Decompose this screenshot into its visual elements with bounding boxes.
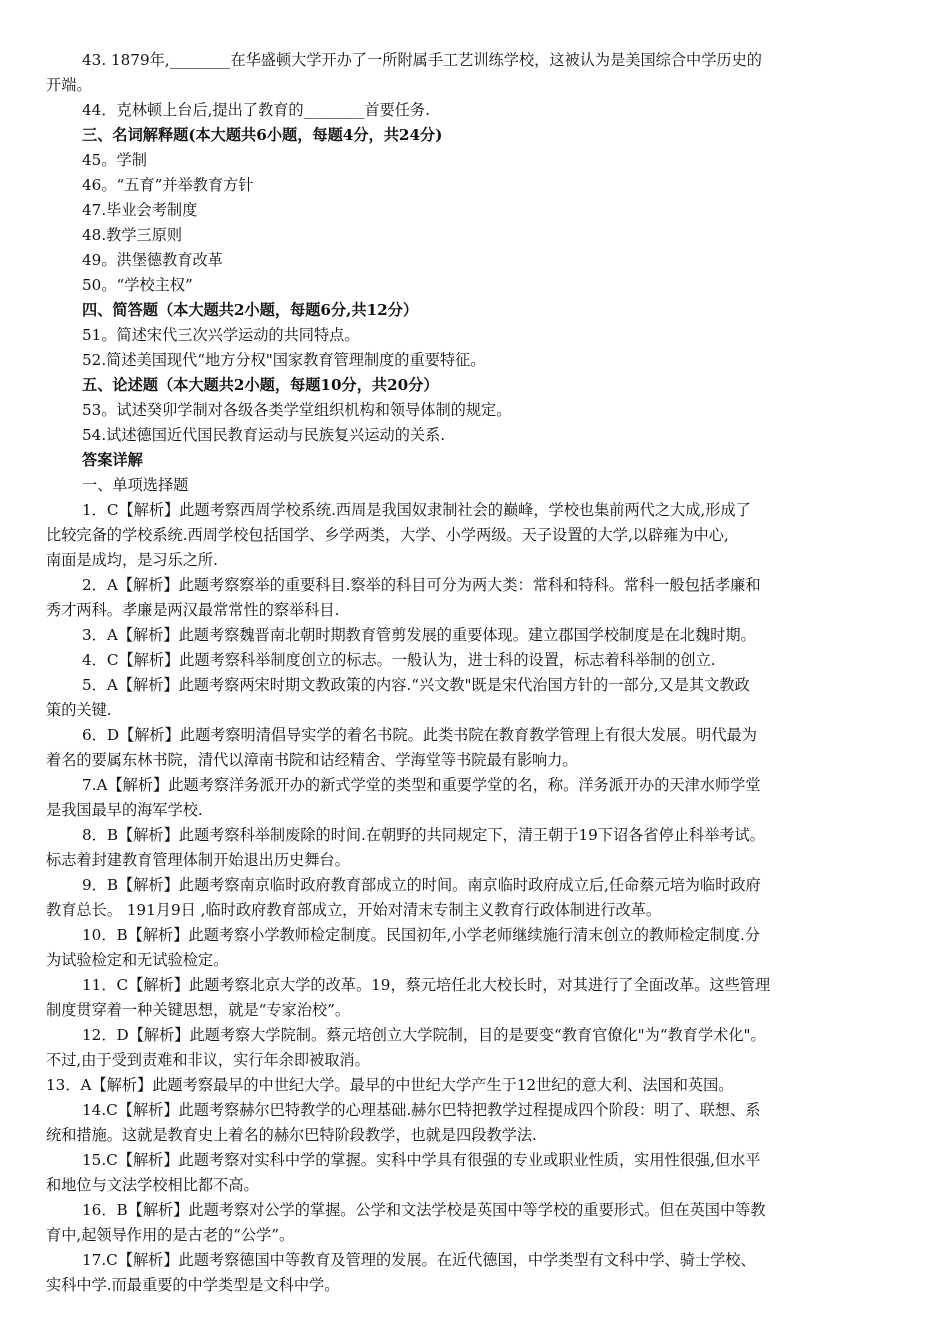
answer-1-line-3: 南面是成均，是习乐之所. — [46, 551, 218, 569]
answer-6-line-1: 6．D【解析】此题考察明清倡导实学的着名书院。此类书院在教育教学管理上有很大发展。明代最为 — [82, 726, 757, 744]
question-44: 44．克林顿上台后,提出了教育的________首要任务. — [82, 101, 430, 119]
answer-8-line-1: 8．B【解析】此题考察科举制废除的时间.在朝野的共同规定下，清王朝于19下诏各省停止科举考试。 — [82, 826, 765, 844]
answer-13: 13．A【解析】此题考察最早的中世纪大学。最早的中世纪大学产生于12世纪的意大利、法国和英国。 — [46, 1076, 734, 1094]
question-51: 51。简述宋代三次兴学运动的共同特点。 — [82, 326, 360, 344]
question-53: 53。试述癸卯学制对各级各类学堂组织机构和领导体制的规定。 — [82, 401, 512, 419]
question-46: 46。“五育”并举教育方针 — [82, 176, 254, 194]
answer-16-line-2: 育中,起领导作用的是古老的“公学”。 — [46, 1226, 295, 1244]
answers-heading: 答案详解 — [82, 451, 143, 469]
answer-8-line-2: 标志着封建教育管理体制开始退出历史舞台。 — [46, 851, 350, 869]
answer-5-line-1: 5．A【解析】此题考察两宋时期文教政策的内容.“兴文教"既是宋代治国方针的一部分,又是其文教政 — [82, 676, 750, 694]
question-50: 50。“学校主权” — [82, 276, 193, 294]
section-heading-short-answer: 四、简答题（本大题共2小题，每题6分,共12分） — [82, 301, 419, 319]
answer-11-line-1: 11．C【解析】此题考察北京大学的改革。19，蔡元培任北大校长时，对其进行了全面改革。这些管理 — [82, 976, 771, 994]
answer-1-line-1: 1．C【解析】此题考察西周学校系统.西周是我国奴隶制社会的巅峰，学校也集前两代之大成,形成了 — [82, 501, 751, 519]
question-43-line-2: 开端。 — [46, 76, 92, 94]
answer-15-line-1: 15.C【解析】此题考察对实科中学的掌握。实科中学具有很强的专业或职业性质，实用性很强,但水平 — [82, 1151, 761, 1169]
answer-17-line-1: 17.C【解析】此题考察德国中等教育及管理的发展。在近代德国，中学类型有文科中学、骑士学校、 — [82, 1251, 756, 1269]
section-heading-essay: 五、论述题（本大题共2小题，每题10分，共20分） — [82, 376, 439, 394]
answer-2-line-2: 秀才两科。孝廉是两汉最常常性的察举科目. — [46, 601, 340, 619]
answer-5-line-2: 策的关键. — [46, 701, 112, 719]
answer-10-line-1: 10．B【解析】此题考察小学教师检定制度。民国初年,小学老师继续施行清末创立的教师检定制度.分 — [82, 926, 761, 944]
question-52: 52.简述美国现代“地方分权"国家教育管理制度的重要特征。 — [82, 351, 486, 369]
answer-4: 4．C【解析】此题考察科举制度创立的标志。一般认为，进士科的设置，标志着科举制的创立. — [82, 651, 716, 669]
answer-17-line-2: 实科中学.而最重要的中学类型是文科中学。 — [46, 1276, 340, 1294]
question-45: 45。学制 — [82, 151, 147, 169]
answer-16-line-1: 16．B【解析】此题考察对公学的掌握。公学和文法学校是英国中等学校的重要形式。但在英国中等教 — [82, 1201, 766, 1219]
question-48: 48.教学三原则 — [82, 226, 183, 244]
answer-1-line-2: 比较完备的学校系统.西周学校包括国学、乡学两类，大学、小学两级。天子设置的大学,以辟雍为中心, — [46, 526, 729, 544]
answer-12-line-2: 不过,由于受到责难和非议，实行年余即被取消。 — [46, 1051, 370, 1069]
answer-9-line-2: 教育总长。 191月9日 ,临时政府教育部成立，开始对清末专制主义教育行政体制进行改革。 — [46, 901, 662, 919]
answer-12-line-1: 12．D【解析】此题考察大学院制。蔡元培创立大学院制，目的是要变“教育官僚化"为“教育学术化"。 — [82, 1026, 766, 1044]
answer-15-line-2: 和地位与文法学校相比都不高。 — [46, 1176, 259, 1194]
answer-11-line-2: 制度贯穿着一种关键思想，就是“专家治校”。 — [46, 1001, 351, 1019]
question-43-line-1: 43. 1879年,________在华盛顿大学开办了一所附属手工艺训练学校，这被认为是美国综合中学历史的 — [82, 51, 762, 69]
answer-7-line-1: 7.A【解析】此题考察洋务派开办的新式学堂的类型和重要学堂的名，称。洋务派开办的天津水师学堂 — [82, 776, 761, 794]
answer-10-line-2: 为试验检定和无试验检定。 — [46, 951, 229, 969]
answer-9-line-1: 9．B【解析】此题考察南京临时政府教育部成立的时间。南京临时政府成立后,任命蔡元培为临时政府 — [82, 876, 761, 894]
question-54: 54.试述德国近代国民教育运动与民族复兴运动的关系. — [82, 426, 446, 444]
answer-14-line-1: 14.C【解析】此题考察赫尔巴特教学的心理基础.赫尔巴特把教学过程提成四个阶段：明了、联想、系 — [82, 1101, 761, 1119]
answer-3: 3．A【解析】此题考察魏晋南北朝时期教育管剪发展的重要体现。建立郡国学校制度是在北魏时期。 — [82, 626, 756, 644]
answer-2-line-1: 2．A【解析】此题考察察举的重要科目.察举的科目可分为两大类：常科和特科。常科一般包括孝廉和 — [82, 576, 761, 594]
question-49: 49。洪堡德教育改革 — [82, 251, 223, 269]
question-47: 47.毕业会考制度 — [82, 201, 198, 219]
answer-14-line-2: 统和措施。这就是教育史上着名的赫尔巴特阶段教学，也就是四段教学法. — [46, 1126, 537, 1144]
answers-subheading-single-choice: 一、单项选择题 — [82, 476, 189, 494]
section-heading-term-explanation: 三、名词解释题(本大题共6小题，每题4分，共24分) — [82, 126, 443, 144]
answer-6-line-2: 着名的要属东林书院，清代以漳南书院和诂经精舍、学海堂等书院最有影响力。 — [46, 751, 578, 769]
answer-7-line-2: 是我国最早的海军学校. — [46, 801, 203, 819]
